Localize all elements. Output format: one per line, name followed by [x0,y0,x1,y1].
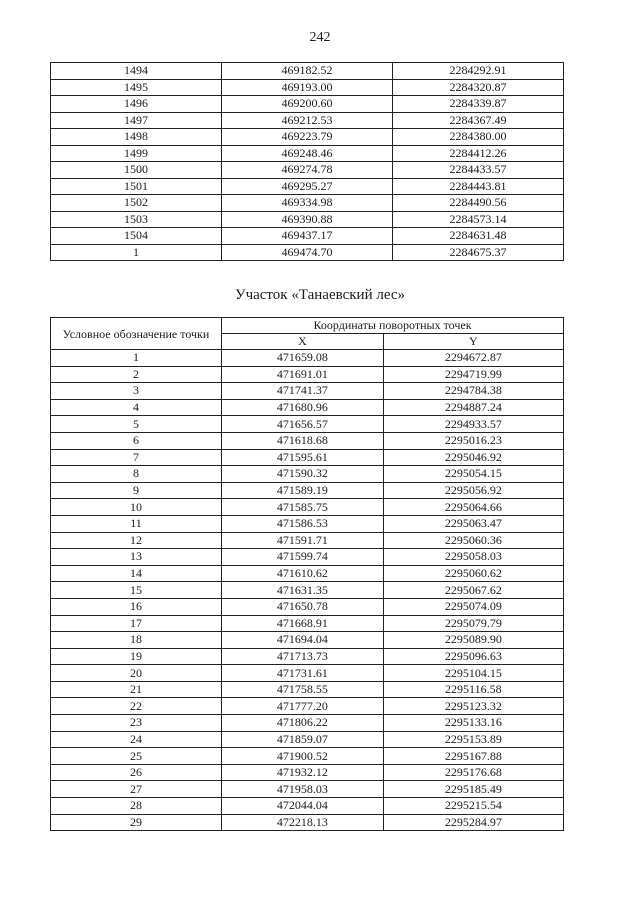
x-cell: 471631.35 [222,582,384,599]
table-row [51,715,564,732]
x-cell: 469182.52 [222,63,393,80]
point-cell: 1 [51,244,222,261]
x-cell: 471741.37 [222,383,384,400]
point-cell: 1497 [51,112,222,129]
y-cell: 2295054.15 [383,466,563,483]
table-row [51,598,564,615]
y-cell: 2295153.89 [383,731,563,748]
table-row [51,96,564,113]
y-cell: 2284367.49 [393,112,564,129]
point-cell: 28 [51,798,222,815]
y-cell: 2284320.87 [393,79,564,96]
y-cell: 2284433.57 [393,162,564,179]
table-row [51,665,564,682]
x-cell: 471859.07 [222,731,384,748]
x-cell: 469390.88 [222,211,393,228]
x-cell: 471668.91 [222,615,384,632]
x-cell: 471806.22 [222,715,384,732]
table-row [51,731,564,748]
table-row [51,482,564,499]
table-row [51,781,564,798]
point-cell: 24 [51,731,222,748]
x-cell: 471586.53 [222,515,384,532]
point-cell: 1495 [51,79,222,96]
coordinates-table-continued [50,62,564,261]
point-cell: 21 [51,681,222,698]
x-cell: 469334.98 [222,195,393,212]
x-cell: 469200.60 [222,96,393,113]
table-row [51,615,564,632]
point-cell: 26 [51,764,222,781]
coordinates-table-tanaevsky [50,317,564,831]
y-cell: 2295185.49 [383,781,563,798]
point-cell: 10 [51,499,222,516]
y-cell: 2295060.62 [383,565,563,582]
y-cell: 2284631.48 [393,228,564,245]
x-cell: 471731.61 [222,665,384,682]
table-row [51,466,564,483]
y-cell: 2294672.87 [383,350,563,367]
point-cell: 1504 [51,228,222,245]
y-cell: 2295067.62 [383,582,563,599]
x-cell: 471758.55 [222,681,384,698]
point-cell: 27 [51,781,222,798]
x-cell: 469474.70 [222,244,393,261]
x-cell: 471958.03 [222,781,384,798]
y-cell: 2295133.16 [383,715,563,732]
x-cell: 471595.61 [222,449,384,466]
x-cell: 471694.04 [222,632,384,649]
table-row [51,195,564,212]
table-row [51,432,564,449]
x-cell: 472218.13 [222,814,384,831]
table-row [51,764,564,781]
header-point-designation: Условное обозначение точки [51,318,222,350]
point-cell: 8 [51,466,222,483]
point-cell: 1 [51,350,222,367]
point-cell: 22 [51,698,222,715]
table-row [51,681,564,698]
table-row [51,145,564,162]
x-cell: 472044.04 [222,798,384,815]
header-coordinates: Координаты поворотных точек [222,318,564,334]
y-cell: 2284292.91 [393,63,564,80]
table-row [51,383,564,400]
point-cell: 16 [51,598,222,615]
y-cell: 2294784.38 [383,383,563,400]
point-cell: 5 [51,416,222,433]
table-row [51,228,564,245]
point-cell: 4 [51,399,222,416]
x-cell: 471590.32 [222,466,384,483]
point-cell: 15 [51,582,222,599]
point-cell: 1498 [51,129,222,146]
table-row [51,366,564,383]
point-cell: 29 [51,814,222,831]
y-cell: 2284380.00 [393,129,564,146]
point-cell: 20 [51,665,222,682]
table-row [51,129,564,146]
x-cell: 471650.78 [222,598,384,615]
y-cell: 2284412.26 [393,145,564,162]
page-number: 242 [309,30,331,45]
top-table-body [51,63,564,261]
point-cell: 13 [51,549,222,566]
x-cell: 471777.20 [222,698,384,715]
table-row [51,449,564,466]
x-cell: 471713.73 [222,648,384,665]
y-cell: 2295079.79 [383,615,563,632]
x-cell: 471932.12 [222,764,384,781]
x-cell: 469295.27 [222,178,393,195]
x-cell: 469223.79 [222,129,393,146]
y-cell: 2295123.32 [383,698,563,715]
table-header [51,318,564,350]
point-cell: 11 [51,515,222,532]
x-cell: 471691.01 [222,366,384,383]
point-cell: 14 [51,565,222,582]
table-row [51,211,564,228]
table-row [51,515,564,532]
point-cell: 1494 [51,63,222,80]
point-cell: 23 [51,715,222,732]
y-cell: 2295016.23 [383,432,563,449]
table-row [51,648,564,665]
x-cell: 471618.68 [222,432,384,449]
x-cell: 471585.75 [222,499,384,516]
y-cell: 2295060.36 [383,532,563,549]
y-cell: 2294887.24 [383,399,563,416]
y-cell: 2284675.37 [393,244,564,261]
x-cell: 469437.17 [222,228,393,245]
point-cell: 9 [51,482,222,499]
table-row [51,244,564,261]
table-row [51,112,564,129]
table-row [51,698,564,715]
x-cell: 471680.96 [222,399,384,416]
point-cell: 25 [51,748,222,765]
table-row [51,399,564,416]
y-cell: 2295215.54 [383,798,563,815]
point-cell: 18 [51,632,222,649]
table-row [51,582,564,599]
point-cell: 1499 [51,145,222,162]
x-cell: 469274.78 [222,162,393,179]
point-cell: 1501 [51,178,222,195]
header-x: X [222,334,384,350]
point-cell: 19 [51,648,222,665]
table-row [51,814,564,831]
point-cell: 1502 [51,195,222,212]
table-row [51,532,564,549]
point-cell: 1500 [51,162,222,179]
y-cell: 2295056.92 [383,482,563,499]
table-row [51,162,564,179]
y-cell: 2295284.97 [383,814,563,831]
table-row [51,565,564,582]
x-cell: 471659.08 [222,350,384,367]
table-row [51,79,564,96]
x-cell: 471589.19 [222,482,384,499]
x-cell: 471610.62 [222,565,384,582]
y-cell: 2284490.56 [393,195,564,212]
y-cell: 2284573.14 [393,211,564,228]
x-cell: 469212.53 [222,112,393,129]
y-cell: 2295104.15 [383,665,563,682]
y-cell: 2284443.81 [393,178,564,195]
point-cell: 17 [51,615,222,632]
table-row [51,416,564,433]
y-cell: 2295096.63 [383,648,563,665]
point-cell: 2 [51,366,222,383]
y-cell: 2295167.88 [383,748,563,765]
table-row [51,178,564,195]
x-cell: 471591.71 [222,532,384,549]
table-row [51,798,564,815]
table-row [51,63,564,80]
table-row [51,499,564,516]
y-cell: 2294933.57 [383,416,563,433]
table-row [51,632,564,649]
x-cell: 471656.57 [222,416,384,433]
point-cell: 7 [51,449,222,466]
x-cell: 469193.00 [222,79,393,96]
y-cell: 2295058.03 [383,549,563,566]
header-y: Y [383,334,563,350]
y-cell: 2295176.68 [383,764,563,781]
y-cell: 2295063.47 [383,515,563,532]
y-cell: 2295074.09 [383,598,563,615]
point-cell: 6 [51,432,222,449]
point-cell: 12 [51,532,222,549]
x-cell: 471599.74 [222,549,384,566]
table-row [51,549,564,566]
table-row [51,350,564,367]
point-cell: 3 [51,383,222,400]
x-cell: 469248.46 [222,145,393,162]
y-cell: 2295116.58 [383,681,563,698]
point-cell: 1503 [51,211,222,228]
y-cell: 2294719.99 [383,366,563,383]
main-table-body [51,350,564,831]
y-cell: 2295046.92 [383,449,563,466]
point-cell: 1496 [51,96,222,113]
y-cell: 2284339.87 [393,96,564,113]
table-row [51,748,564,765]
x-cell: 471900.52 [222,748,384,765]
y-cell: 2295089.90 [383,632,563,649]
section-title: Участок «Танаевский лес» [234,287,406,303]
y-cell: 2295064.66 [383,499,563,516]
